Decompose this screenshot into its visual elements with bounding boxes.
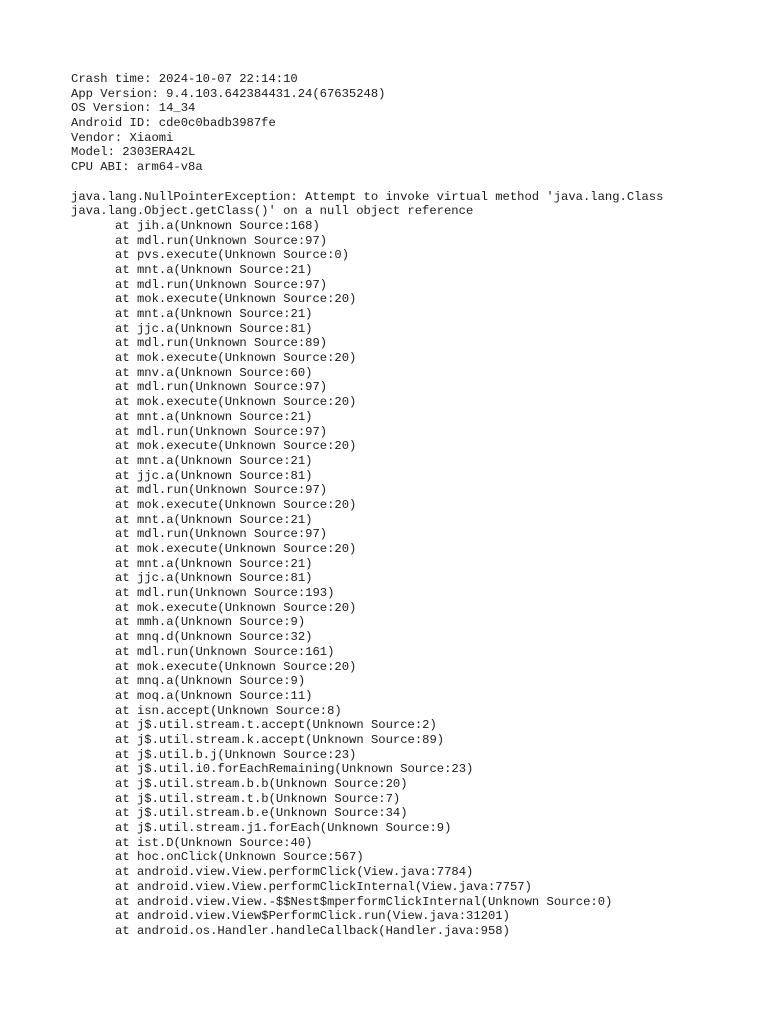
stack-frame: at mdl.run(Unknown Source:97) <box>115 483 328 498</box>
stack-frame: at isn.accept(Unknown Source:8) <box>115 703 342 718</box>
stack-frame: at mdl.run(Unknown Source:97) <box>115 380 328 395</box>
exception-line: java.lang.Object.getClass()' on a null object reference <box>71 204 474 219</box>
stack-frame: at mdl.run(Unknown Source:161) <box>115 644 335 659</box>
stack-frame: at mdl.run(Unknown Source:89) <box>115 336 328 351</box>
stack-frame: at mnq.d(Unknown Source:32) <box>115 630 313 645</box>
stack-frame: at ist.D(Unknown Source:40) <box>115 835 313 850</box>
stack-frame: at j$.util.stream.j1.forEach(Unknown Source:9) <box>115 821 452 836</box>
stack-frame: at j$.util.stream.b.b(Unknown Source:20) <box>115 777 408 791</box>
stack-frame: at j$.util.stream.k.accept(Unknown Source:89) <box>115 732 445 747</box>
device-info-block <box>71 72 751 175</box>
stack-frame: at j$.util.b.j(Unknown Source:23) <box>115 747 357 762</box>
stack-frame: at mok.execute(Unknown Source:20) <box>115 542 357 556</box>
exception-line: java.lang.NullPointerException: Attempt to invoke virtual method 'java.lang.Class <box>71 189 664 204</box>
stack-frame: at j$.util.stream.b.e(Unknown Source:34) <box>115 806 408 821</box>
stack-frame: at moq.a(Unknown Source:11) <box>115 688 313 703</box>
stack-frame: at mnt.a(Unknown Source:21) <box>115 512 313 527</box>
stack-frame: at android.view.View.performClick(View.java:7784) <box>115 865 474 880</box>
stack-frame: at mnt.a(Unknown Source:21) <box>115 262 313 277</box>
stack-frame: at jih.a(Unknown Source:168) <box>115 218 320 233</box>
stack-frame: at pvs.execute(Unknown Source:0) <box>115 248 350 263</box>
stack-frame: at mok.execute(Unknown Source:20) <box>115 659 357 674</box>
stack-frame: at hoc.onClick(Unknown Source:567) <box>115 850 364 865</box>
stack-frame: at mok.execute(Unknown Source:20) <box>115 497 357 512</box>
stack-frame: at mnt.a(Unknown Source:21) <box>115 409 313 424</box>
stack-frame: at j$.util.i0.forEachRemaining(Unknown Source:23) <box>115 762 474 777</box>
stack-frame: at mnt.a(Unknown Source:21) <box>115 453 313 468</box>
stack-frame: at mnq.a(Unknown Source:9) <box>115 674 306 689</box>
stack-frame: at android.view.View$PerformClick.run(View.java:31201) <box>115 909 510 924</box>
stack-frame: at j$.util.stream.t.b(Unknown Source:7) <box>115 791 401 806</box>
vendor-line: Vendor: Xiaomi <box>71 130 174 145</box>
app-version-line: App Version: 9.4.103.642384431.24(67635248) <box>71 86 386 101</box>
stack-frame: at mok.execute(Unknown Source:20) <box>115 600 357 615</box>
stack-frame: at mmh.a(Unknown Source:9) <box>115 615 306 630</box>
stack-frame: at mnt.a(Unknown Source:21) <box>115 307 313 321</box>
stack-frame: at android.os.Handler.handleCallback(Handler.java:958) <box>115 923 510 938</box>
stack-frame: at mdl.run(Unknown Source:193) <box>115 586 335 601</box>
model-line: Model: 2303ERA42L <box>71 145 196 160</box>
stack-frame: at j$.util.stream.t.accept(Unknown Source:2) <box>115 718 437 733</box>
stack-frame: at android.view.View.-$$Nest$mperformClickInternal(Unknown Source:0) <box>115 894 613 909</box>
stack-frame: at mok.execute(Unknown Source:20) <box>115 351 357 366</box>
stack-frame: at jjc.a(Unknown Source:81) <box>115 468 313 483</box>
stack-frame: at android.view.View.performClickInternal(View.java:7757) <box>115 879 532 894</box>
stack-frame: at mdl.run(Unknown Source:97) <box>115 527 328 542</box>
stack-frame: at mok.execute(Unknown Source:20) <box>115 439 357 454</box>
os-version-line: OS Version: 14_34 <box>71 101 196 116</box>
stack-frame: at mok.execute(Unknown Source:20) <box>115 395 357 410</box>
stack-frame: at mok.execute(Unknown Source:20) <box>115 292 357 307</box>
stack-frame: at mdl.run(Unknown Source:97) <box>115 277 328 292</box>
stack-frame: at mnt.a(Unknown Source:21) <box>115 556 313 571</box>
exception-message <box>71 190 751 219</box>
stack-frame: at jjc.a(Unknown Source:81) <box>115 321 313 336</box>
crash-time-line: Crash time: 2024-10-07 22:14:10 <box>71 72 298 86</box>
cpu-abi-line: CPU ABI: arm64-v8a <box>71 160 203 175</box>
stack-trace <box>71 219 751 939</box>
stack-frame: at mnv.a(Unknown Source:60) <box>115 365 313 380</box>
crash-report <box>71 72 751 939</box>
stack-frame: at mdl.run(Unknown Source:97) <box>115 424 328 439</box>
spacer <box>71 175 751 190</box>
stack-frame: at jjc.a(Unknown Source:81) <box>115 571 313 586</box>
stack-frame: at mdl.run(Unknown Source:97) <box>115 233 328 248</box>
android-id-line: Android ID: cde0c0badb3987fe <box>71 116 276 131</box>
